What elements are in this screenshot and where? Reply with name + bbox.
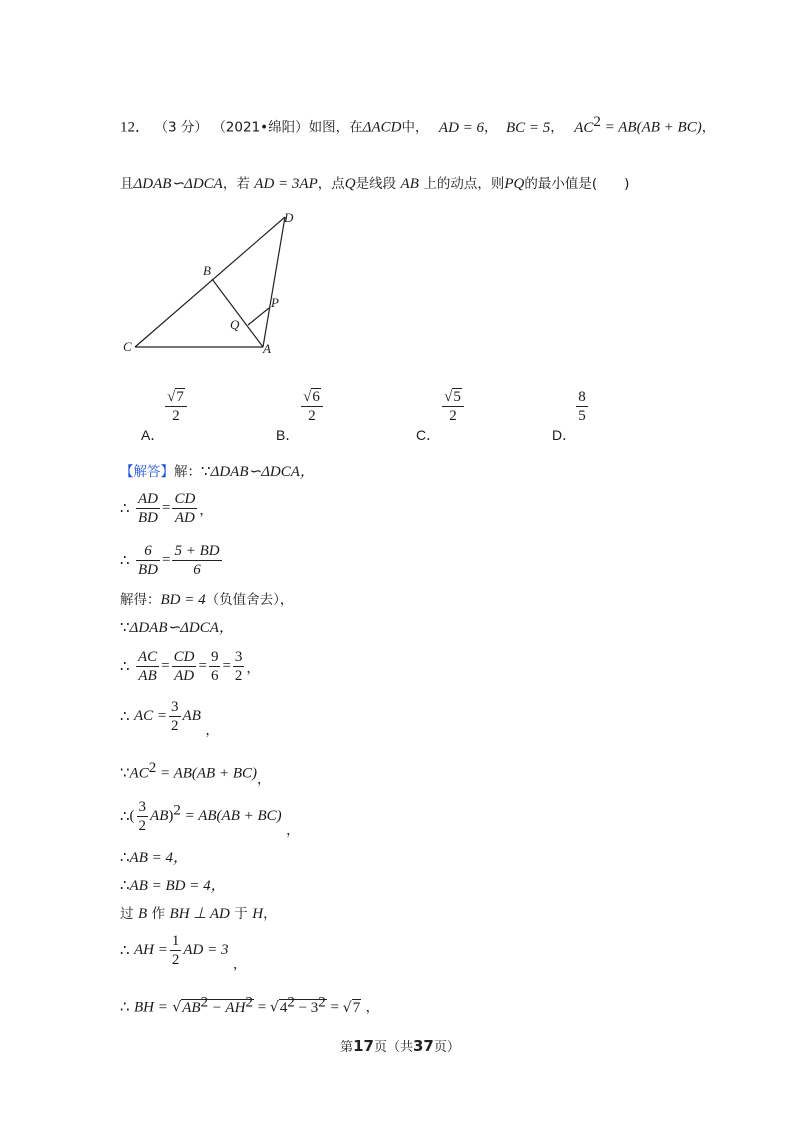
label-p: P: [271, 295, 279, 310]
solution-line-4: 解得：BD = 4（负值舍去），: [120, 592, 294, 608]
option-a-value: $\frac{√7}{2}$: [160, 388, 192, 425]
solution-line-8: $\because AC^2 = AB(AB + BC)$，: [120, 760, 271, 788]
solution-line-3: ∴ $\frac{6}{BD}$ = $\frac{5 + BD}{6}$: [120, 543, 220, 578]
page-footer: 第17页（共37页）: [340, 1037, 460, 1055]
solution-line-9: ∴( $\frac{3}{2}$ AB)$^2$ = AB(AB + BC) ，: [120, 799, 300, 839]
label-c: C: [123, 339, 132, 354]
option-d-value: $\frac{8}{5}$: [578, 389, 586, 424]
option-c-letter[interactable]: C．: [416, 427, 441, 443]
question-line-2: 且ΔDAB∽ΔDCA，若 AD = 3AP，点Q是线段 AB 上的动点，则PQ的最小值是( ): [120, 176, 630, 192]
geometry-figure: [115, 205, 305, 365]
label-b: B: [203, 263, 211, 278]
solution-line-14: ∴ BH = $√AB^2 - AH^2 = √4^2 - 3^2 = √7$ ，: [120, 994, 380, 1016]
question-score: （3 分）: [154, 119, 208, 136]
solution-line-7: ∴ AC = $\frac{3}{2}$ AB ，: [120, 699, 219, 739]
segment-cd: [135, 217, 285, 347]
solution-line-6: ∴ $\frac{AC}{AB}$ = $\frac{CD}{AD}$ = $\frac{9}{6}$ = $\frac{3}{2}$ ，: [120, 649, 260, 684]
solution-line-13: ∴ AH = $\frac{1}{2}$ AD = 3 ，: [120, 933, 247, 973]
option-d-letter[interactable]: D．: [552, 427, 577, 443]
segment-ad: [263, 217, 285, 347]
solution-tag: 【解答】: [120, 464, 174, 480]
question-line-1: 12． （3 分） （2021•绵阳）如图，在ΔACD中， AD = 6， BC = 5， $AC^2 = AB(AB + BC)$，: [120, 114, 716, 136]
current-page-number: 17: [353, 1037, 374, 1055]
total-pages: 37: [413, 1037, 434, 1055]
label-q: Q: [230, 317, 240, 332]
solution-line-2: ∴ $\frac{AD}{BD}$ = $\frac{CD}{AD}$ ，: [120, 491, 213, 526]
label-d: D: [284, 210, 294, 225]
option-a-letter[interactable]: A．: [141, 427, 165, 443]
option-c-value: $\frac{√5}{2}$: [437, 388, 469, 425]
solution-line-1: 【解答】解：∵ΔDAB∽ΔDCA，: [120, 464, 315, 480]
question-source: （2021•绵阳）: [212, 119, 309, 136]
solution-line-11: ∴AB = BD = 4，: [120, 878, 226, 894]
option-b-value: $\frac{√6}{2}$: [296, 388, 328, 425]
label-a: A: [263, 341, 271, 356]
solution-line-10: ∴AB = 4，: [120, 850, 188, 866]
segment-qp: [248, 308, 269, 325]
segment-ba: [212, 279, 263, 347]
solution-line-5: ∵ΔDAB∽ΔDCA，: [120, 620, 234, 636]
question-number: 12．: [120, 119, 151, 136]
solution-line-12: 过 B 作 BH ⊥ AD 于 H，: [120, 906, 277, 922]
option-b-letter[interactable]: B．: [276, 427, 300, 443]
